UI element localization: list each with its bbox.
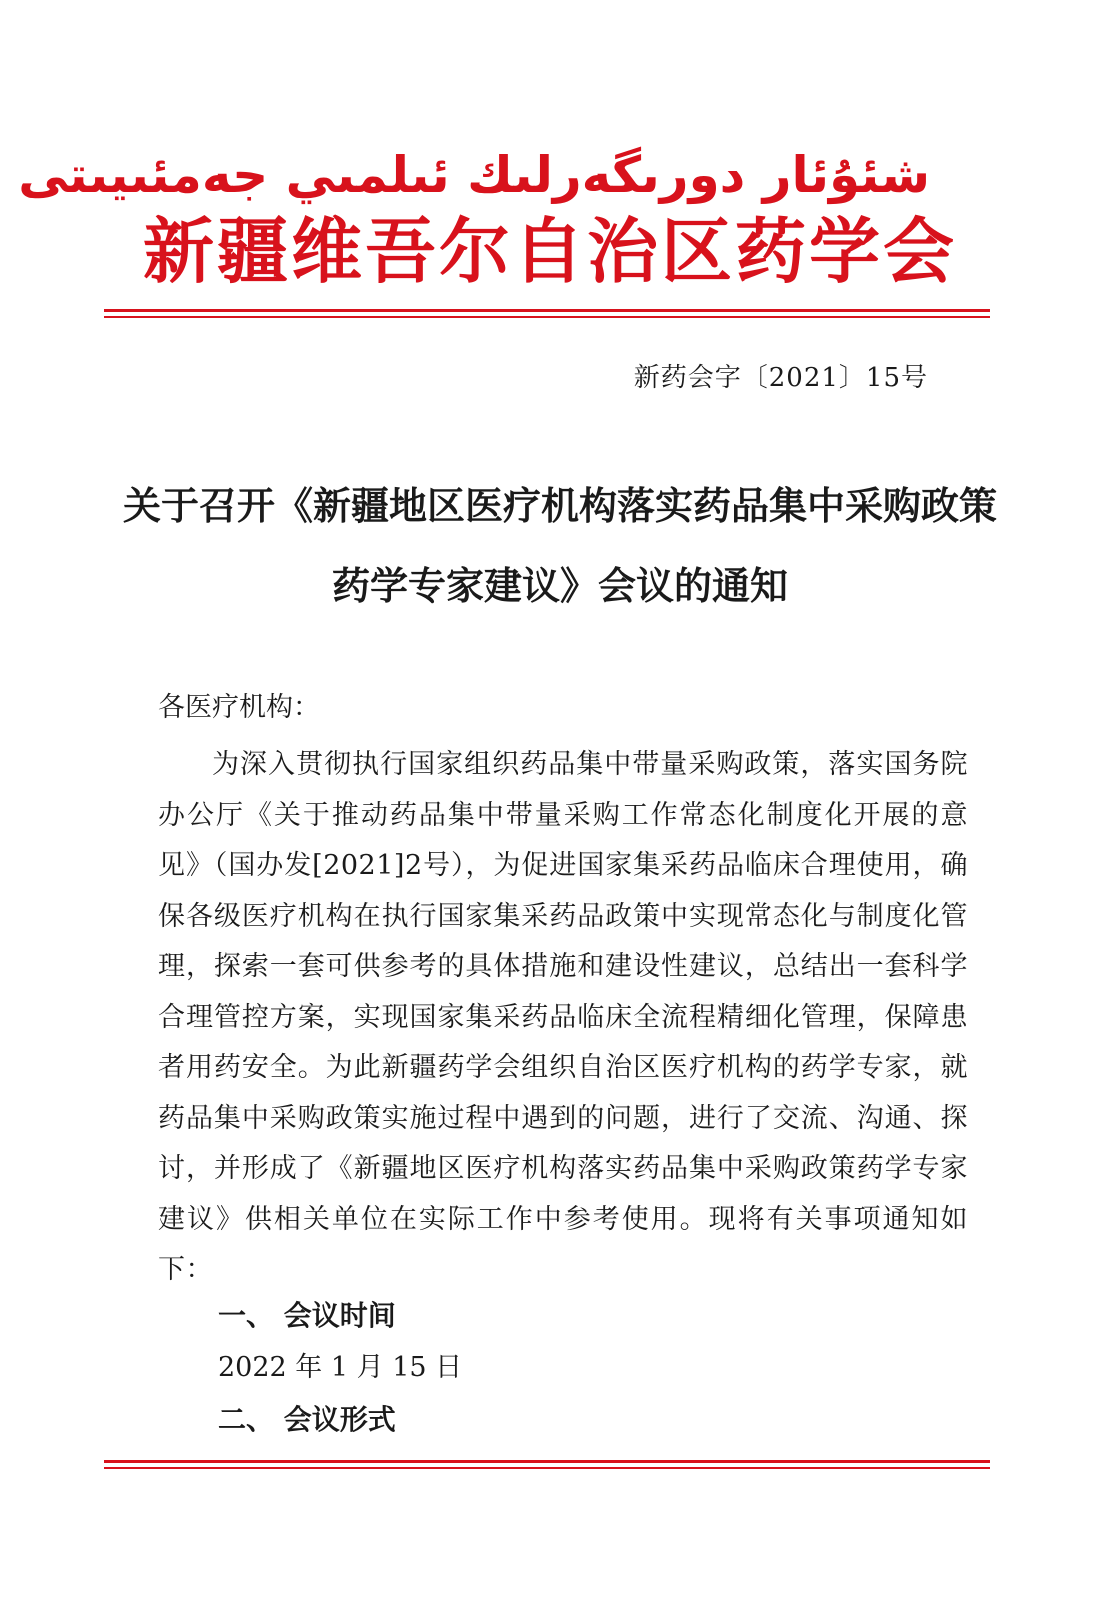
section-heading-meeting-time: 一、 会议时间	[218, 1299, 396, 1332]
section-heading-meeting-format: 二、 会议形式	[218, 1403, 396, 1436]
letterhead-rule-thin	[104, 316, 990, 318]
section-content-meeting-time: 2022 年 1 月 15 日	[218, 1352, 463, 1383]
footer-rule-thin	[104, 1467, 990, 1469]
letterhead-org-name: 新疆维吾尔自治区药学会	[142, 209, 957, 293]
letterhead-rule-thick	[104, 309, 990, 312]
salutation: 各医疗机构：	[158, 692, 320, 723]
footer-rule-thick	[104, 1460, 990, 1463]
letterhead-uyghur-name: شئۇئار دورىگەرلىك ئىلمىي جەمئىيىتى	[18, 146, 930, 204]
document-number: 新药会字〔2021〕15号	[633, 363, 928, 393]
body-paragraph: 为深入贯彻执行国家组织药品集中带量采购政策，落实国务院办公厅《关于推动药品集中带量采购工作常态化制度化开展的意见》（国办发[2021]2号），为促进国家集采药品临床合理使用，确保各级医疗机构在执行国家集采药品政策中实现常态化与制度化管理，探索一套可供参考的具体措施和建设性建议，总结出一套科学合理管控方案，实现国家集采药品临床全流程精细化管理，保障患者用药安全。为此新疆药学会组织自治区医疗机构的药学专家，就药品集中采购政策实施过程中遇到的问题，进行了交流、沟通、探讨，并形成了《新疆地区医疗机构落实药品集中采购政策药学专家建议》供相关单位在实际工作中参考使用。现将有关事项通知如下：	[158, 749, 968, 1285]
document-title: 关于召开《新疆地区医疗机构落实药品集中采购政策药学专家建议》会议的通知	[122, 484, 997, 608]
